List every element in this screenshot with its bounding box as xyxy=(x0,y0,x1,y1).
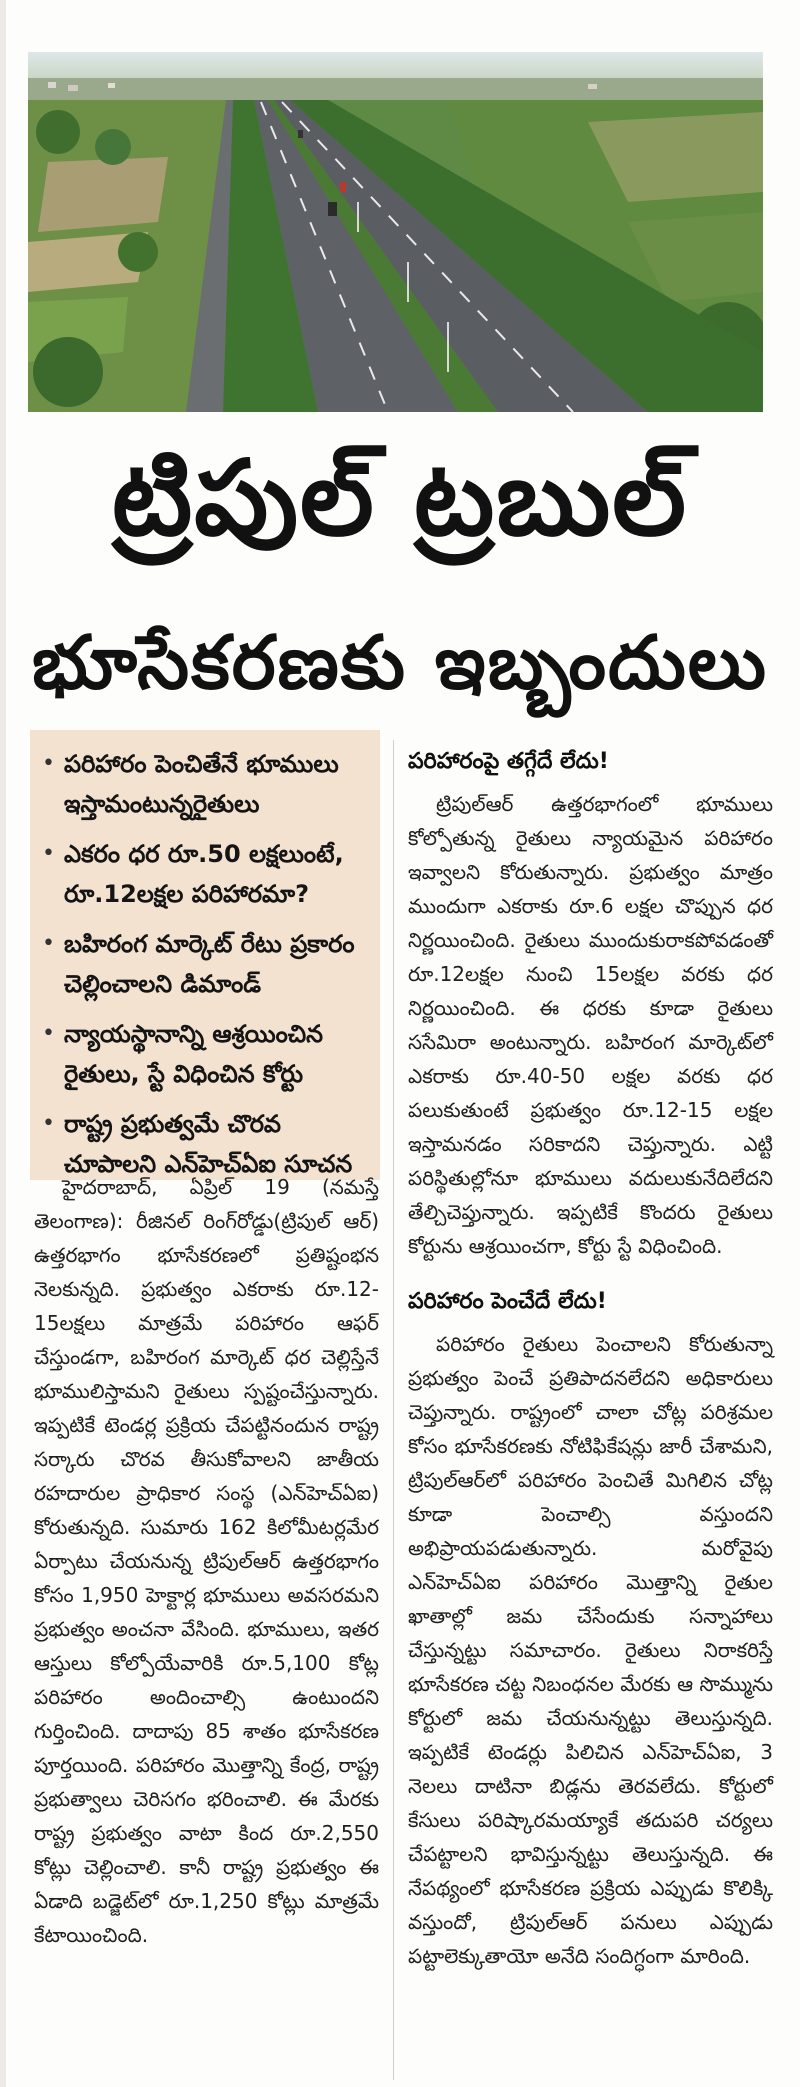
column-divider xyxy=(393,740,394,2080)
article-paragraph: హైదరాబాద్, ఏప్రిల్ 19 (నమస్తే తెలంగాణ): రీజినల్ రింగ్‌రోడ్డు(ట్రిపుల్ ఆర్) ఉత్తరభాగం భూసేకరణలో ప్రతిష్టంభన నెలకున్నది. ప్రభుత్వం ఎకరాకు రూ.12-15లక్షలు మాత్రమే పరిహారం ఆఫర్ చేస్తుండగా, బహిరంగ మార్కెట్ ధర చెల్లిస్తేనే భూములిస్తామని రైతులు స్పష్టంచేస్తున్నారు. ఇప్పటికే టెండర్ల ప్రక్రియ చేపట్టినందున రాష్ట్ర సర్కారు చొరవ తీసుకోవాలని జాతీయ రహదారుల ప్రాధికార సంస్థ (ఎన్‌హెచ్ఏఐ) కోరుతున్నది. సుమారు 162 కిలోమీటర్లమేర ఏర్పాటు చేయనున్న ట్రిపుల్‌ఆర్ ఉత్తరభాగం కోసం 1,950 హెక్టార్ల భూములు అవసరమని ప్రభుత్వం అంచనా వేసింది. భూములు, ఇతర ఆస్తులు కోల్పోయేవారికి రూ.5,100 కోట్ల పరిహారం అందించాల్సి ఉంటుందని గుర్తించింది. దాదాపు 85 శాతం భూసేకరణ పూర్తయింది. పరిహారం మొత్తాన్ని కేంద్ర, రాష్ట్ర ప్రభుత్వాలు చెరిసగం భరించాలి. ఈ మేరకు రాష్ట్ర ప్రభుత్వం వాటా కింద రూ.2,550 కోట్లు చెల్లించాలి. కానీ రాష్ట్ర ప్రభుత్వం ఈ ఏడాది బడ్జెట్‌లో రూ.1,250 కోట్లు మాత్రమే కేటాయించింది. xyxy=(34,1175,379,1947)
highlight-text: బహిరంగ మార్కెట్ రేటు ప్రకారం చెల్లించాలని డిమాండ్ xyxy=(64,930,355,998)
highlight-item xyxy=(42,744,370,824)
highlight-text: పరిహారం పెంచితేనే భూములు ఇస్తామంటున్నరైతులు xyxy=(64,750,339,818)
right-column xyxy=(408,745,773,1973)
subheading: పరిహారం పెంచేదే లేదు! xyxy=(408,1289,607,1314)
bullet-icon: • xyxy=(42,931,55,956)
page-edge xyxy=(0,0,6,2087)
highlight-text: రాష్ట్ర ప్రభుత్వమే చొరవ చూపాలని ఎన్‌హెచ్ఏఐ సూచన xyxy=(64,1110,353,1178)
article-paragraph: ట్రిపుల్‌ఆర్ ఉత్తరభాగంలో భూములు కోల్పోతున్న రైతులు న్యాయమైన పరిహారం ఇవ్వాలని కోరుతున్నారు. ప్రభుత్వం మాత్రం ముందుగా ఎకరాకు రూ.6 లక్షల చొప్పున ధర నిర్ణయించింది. రైతులు ముందుకురాకపోవడంతో రూ.12లక్షల నుంచి 15లక్షల వరకు ధర నిర్ణయించింది. ఈ ధరకు కూడా రైతులు ససేమిరా అంటున్నారు. బహిరంగ మార్కెట్‌లో ఎకరాకు రూ.40-50 లక్షల వరకు ధర పలుకుతుంటే ప్రభుత్వం రూ.12-15 లక్షల ఇస్తామనడం సరికాదని చెప్తున్నారు. ఎట్టి పరిస్థితుల్లోనూ భూములు వదులుకునేదిలేదని తేల్చిచెప్తున్నారు. ఇప్పటికే కొందరు రైతులు కోర్టును ఆశ్రయించగా, కోర్టు స్టే విధించింది. xyxy=(408,792,773,1258)
highlight-item xyxy=(42,834,370,914)
highlight-text: న్యాయస్థానాన్ని ఆశ్రయించిన రైతులు, స్టే విధించిన కోర్టు xyxy=(64,1020,323,1088)
highlight-item xyxy=(42,924,370,1004)
highlights-box xyxy=(30,730,380,1180)
highway-aerial-photo xyxy=(28,52,763,412)
subheading: పరిహారంపై తగ్గేదే లేదు! xyxy=(408,749,609,774)
sub-headline: భూసేకరణకు ఇబ్బందులు xyxy=(32,620,768,706)
highlight-item xyxy=(42,1014,370,1094)
bullet-icon: • xyxy=(42,751,55,776)
bullet-icon: • xyxy=(42,841,55,866)
highlight-text: ఎకరం ధర రూ.50 లక్షలుంటే, రూ.12లక్షల పరిహారమా? xyxy=(64,840,344,908)
article-paragraph: పరిహారం రైతులు పెంచాలని కోరుతున్నా ప్రభుత్వం పెంచే ప్రతిపాదనలేదని అధికారులు చెప్తున్నారు. రాష్ట్రంలో చాలా చోట్ల పరిశ్రమల కోసం భూసేకరణకు నోటిఫికేషన్లు జారీ చేశామని, ట్రిపుల్‌ఆర్‌లో పరిహారం పెంచితే మిగిలిన చోట్ల కూడా పెంచాల్సి వస్తుందని అభిప్రాయపడుతున్నారు. మరోవైపు ఎన్‌హెచ్ఏఐ పరిహారం మొత్తాన్ని రైతుల ఖాతాల్లో జమ చేసేందుకు సన్నాహాలు చేస్తున్నట్టు సమాచారం. రైతులు నిరాకరిస్తే భూసేకరణ చట్ట నిబంధనల మేరకు ఆ సొమ్మును కోర్టులో జమ చేయనున్నట్టు తెలుస్తున్నది. ఇప్పటికే టెండర్లు పిలిచిన ఎన్‌హెచ్ఏఐ, 3 నెలలు దాటినా బిడ్లను తెరవలేదు. కోర్టులో కేసులు పరిష్కారమయ్యాకే తదుపరి చర్యలు చేపట్టాలని భావిస్తున్నట్టు తెలుస్తున్నది. ఈ నేపథ్యంలో భూసేకరణ ప్రక్రియ ఎప్పుడు కొలిక్కి వస్తుందో, ట్రిపుల్‌ఆర్ పనులు ఎప్పుడు పట్టాలెక్కుతాయో అనేది సందిగ్ధంగా మారింది. xyxy=(408,1332,773,1968)
left-column xyxy=(34,1170,379,1952)
main-headline: ట్రిపుల్ ట్రబుల్ xyxy=(111,437,689,559)
bullet-icon: • xyxy=(42,1111,55,1136)
bullet-icon: • xyxy=(42,1021,55,1046)
